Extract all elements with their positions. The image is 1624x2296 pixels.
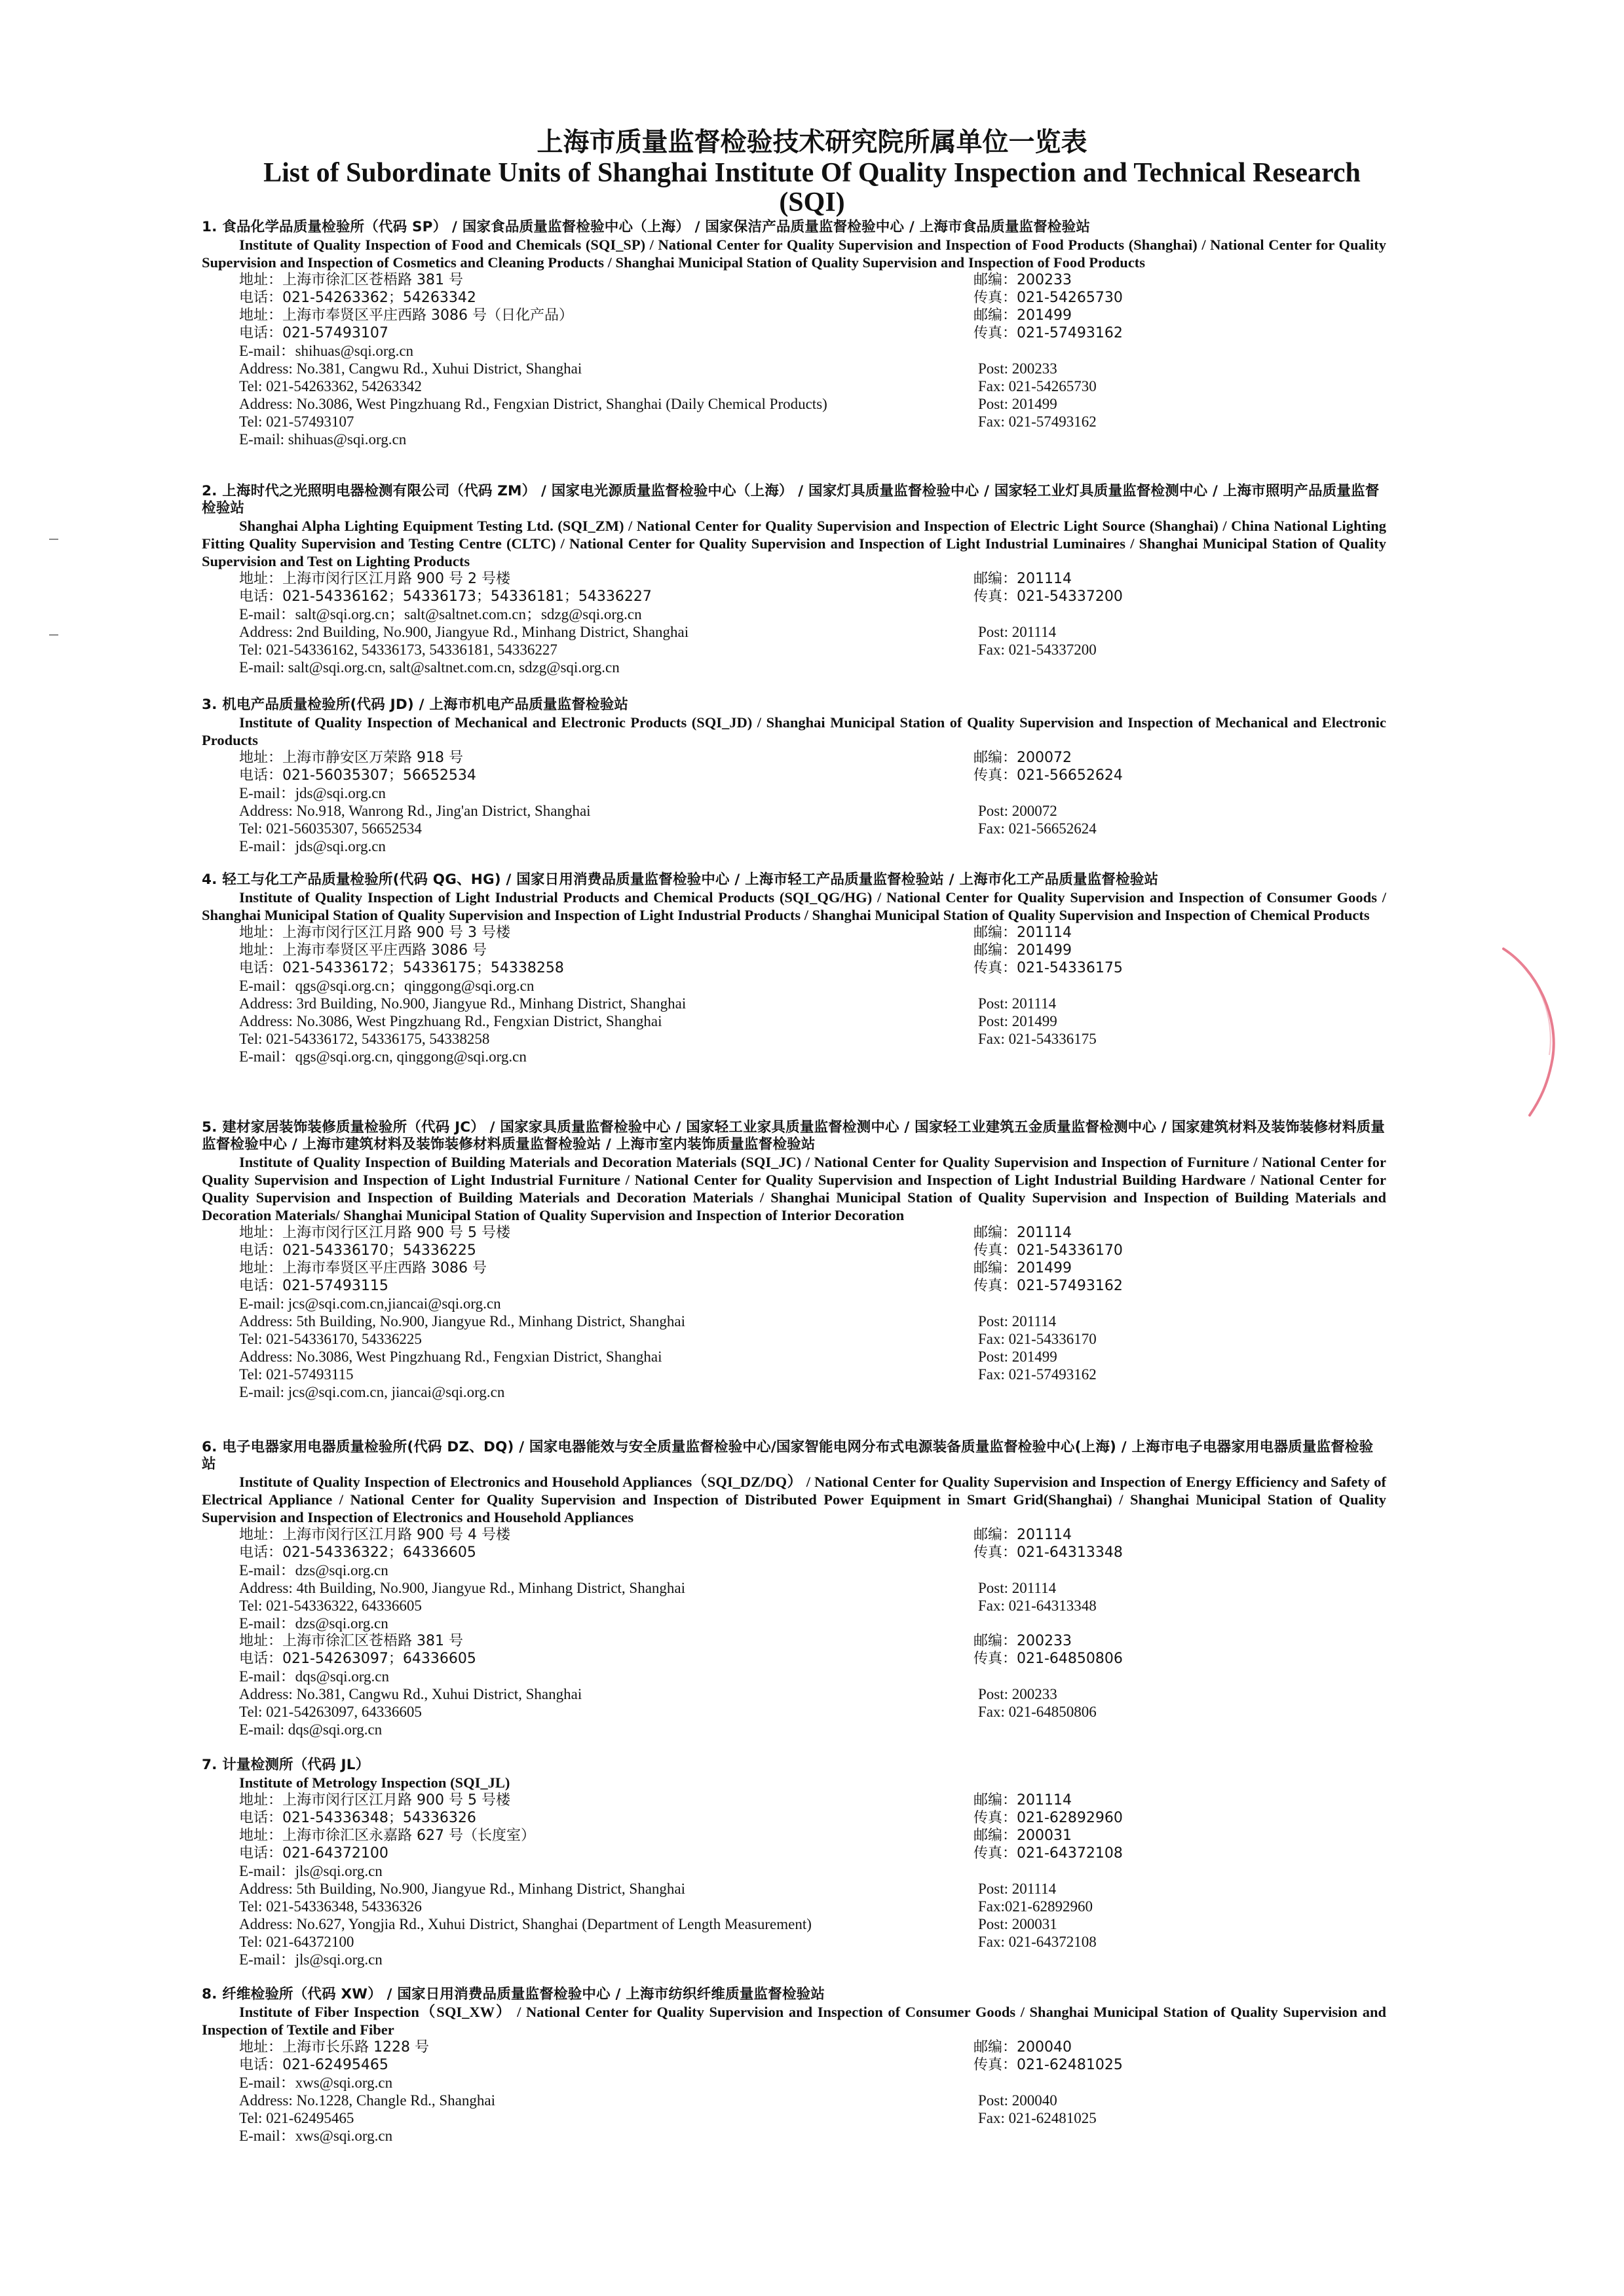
contact-row: E-mail：dqs@sqi.org.cn [239, 1668, 390, 1685]
contact-row: Address: No.3086, West Pingzhuang Rd., Fengxian District, Shanghai (Daily Chemical Products) Post: 201499 [239, 396, 1057, 412]
contact-row: Address: No.1228, Changle Rd., Shanghai Post: 200040 [239, 2092, 1057, 2109]
contact-row: 地址：上海市静安区万荣路 918 号 邮编：200072 [239, 750, 1072, 766]
contact-row: 地址：上海市闵行区江月路 900 号 5 号楼 邮编：201114 [239, 1225, 1072, 1241]
contact-row: E-mail：shihuas@sqi.org.cn [239, 343, 414, 359]
contact-row: 地址：上海市奉贤区平庄西路 3086 号（日化产品） 邮编：201499 [239, 307, 1072, 324]
unit-heading-en: Institute of Fiber Inspection（SQI_XW） / National Center for Quality Supervision and Inspection of Consumer Goods / Shanghai Municipal Station of Quality Supervision and Inspection of Textile and Fiber [202, 2004, 1386, 2038]
unit-heading-en: Institute of Quality Inspection of Mechanical and Electronic Products (SQI_JD) / Shanghai Municipal Station of Quality Supervision and Inspection of Mechanical and Electronic Products [202, 714, 1386, 748]
contact-row: 地址：上海市徐汇区苍梧路 381 号 邮编：200233 [239, 272, 1072, 288]
contact-row: E-mail：jds@sqi.org.cn [239, 785, 386, 801]
unit-heading-en: Institute of Quality Inspection of Electronics and Household Appliances（SQI_DZ/DQ） / National Center for Quality Supervision and Inspection of Energy Efficiency and Safety of Electrical Appliance / National Center for Quality Supervision and Inspection of Distributed Power Equipment in Smart Grid(Shanghai) / Shanghai Municipal Station of Quality Supervision and Inspection of Electronics and Household Appliances [202, 1474, 1386, 1525]
contact-row: 地址：上海市闵行区江月路 900 号 5 号楼 邮编：201114 [239, 1792, 1072, 1808]
unit-contact-rows [202, 924, 1386, 1065]
contact-row: 电话：021-54336322；64336605 传真：021-64313348 [239, 1544, 1123, 1561]
unit-heading-zh: 3. 机电产品质量检验所(代码 JD) / 上海市机电产品质量监督检验站 [202, 697, 629, 713]
contact-row: E-mail: dqs@sqi.org.cn [239, 1721, 383, 1738]
contact-row: Address: 4th Building, No.900, Jiangyue Rd., Minhang District, Shanghai Post: 201114 [239, 1580, 1057, 1596]
contact-row: E-mail：xws@sqi.org.cn [239, 2128, 393, 2144]
contact-row: Tel: 021-54263362, 54263342 Fax: 021-54265730 [239, 378, 1097, 394]
contact-row: 电话：021-54336170；54336225 传真：021-54336170 [239, 1242, 1123, 1259]
contact-row: E-mail：dzs@sqi.org.cn [239, 1615, 388, 1632]
contact-row: E-mail：dzs@sqi.org.cn [239, 1562, 388, 1578]
contact-row: 地址：上海市徐汇区永嘉路 627 号（长度室） 邮编：200031 [239, 1827, 1072, 1844]
unit-heading-zh: 2. 上海时代之光照明电器检测有限公司（代码 ZM） / 国家电光源质量监督检验中心（上海） / 国家灯具质量监督检验中心 / 国家轻工业灯具质量监督检测中心 / 上海市照明产品质量监督检验站 [202, 483, 1380, 516]
contact-row: 电话：021-56035307；56652534 传真：021-56652624 [239, 767, 1123, 784]
contact-row: Address: No.627, Yongjia Rd., Xuhui District, Shanghai (Department of Length Measurement) Post: 200031 [239, 1916, 1057, 1932]
unit-heading-en: Shanghai Alpha Lighting Equipment Testing Ltd. (SQI_ZM) / National Center for Quality Supervision and Inspection of Electric Light Source (Shanghai) / China National Lighting Fitting Quality Supervision and Testing Centre (CLTC) / National Center for Quality Supervision and Inspection of Light Industrial Luminaires / Shanghai Municipal Station of Quality Supervision and Test on Lighting Products [202, 518, 1386, 569]
contact-row: 电话：021-54263362；54263342 传真：021-54265730 [239, 290, 1123, 306]
contact-row: E-mail: shihuas@sqi.org.cn [239, 431, 407, 448]
unit-heading-zh: 5. 建材家居装饰装修质量检验所（代码 JC） / 国家家具质量监督检验中心 / 国家轻工业家具质量监督检测中心 / 国家轻工业建筑五金质量监督检测中心 / 国家建筑材料及装饰装修材料质量监督检验中心 / 上海市建筑材料及装饰装修材料质量监督检验站 / 上海市室内装饰质量监督检验站 [202, 1119, 1385, 1153]
contact-row: E-mail：xws@sqi.org.cn [239, 2075, 393, 2091]
unit-heading-en: Institute of Quality Inspection of Building Materials and Decoration Materials (SQI_JC) / National Center for Quality Supervision and Inspection of Furniture / National Center for Quality Supervision and Inspection of Light Industrial Furniture / National Center for Quality Supervision and Inspection of Light Industrial Building Hardware / National Center for Quality Supervision and Inspection of Building Materials and Decoration Materials / Shanghai Municipal Station of Quality Supervision and Inspection of Building Materials and Decoration Materials/ Shanghai Municipal Station of Quality Supervision and Inspection of Interior Decoration [202, 1154, 1386, 1223]
contact-row: Tel: 021-54336172, 54336175, 54338258 Fax: 021-54336175 [239, 1031, 1097, 1047]
contact-row: E-mail: jcs@sqi.com.cn,jiancai@sqi.org.cn [239, 1295, 501, 1312]
unit-heading-en: Institute of Metrology Inspection (SQI_JL) [239, 1774, 510, 1791]
unit-section-5 [202, 1119, 1386, 1401]
unit-heading-en: Institute of Quality Inspection of Food and Chemicals (SQI_SP) / National Center for Quality Supervision and Inspection of Food Products (Shanghai) / National Center for Quality Supervision and Inspection of Cosmetics and Cleaning Products / Shanghai Municipal Station of Quality Supervision and Inspection of Food Products [202, 237, 1386, 271]
contact-row: 地址：上海市奉贤区平庄西路 3086 号 邮编：201499 [239, 942, 1072, 959]
contact-row: 电话：021-57493107 传真：021-57493162 [239, 325, 1123, 341]
contact-row: Address: No.918, Wanrong Rd., Jing'an District, Shanghai Post: 200072 [239, 803, 1057, 819]
contact-row: Address: No.3086, West Pingzhuang Rd., Fengxian District, Shanghai Post: 201499 [239, 1349, 1057, 1365]
contact-row: Address: 5th Building, No.900, Jiangyue Rd., Minhang District, Shanghai Post: 201114 [239, 1881, 1057, 1897]
unit-contact-rows [202, 749, 1386, 855]
unit-heading-zh: 4. 轻工与化工产品质量检验所(代码 QG、HG) / 国家日用消费品质量监督检验中心 / 上海市轻工产品质量监督检验站 / 上海市化工产品质量监督检验站 [202, 871, 1159, 888]
page-title-english-line2: (SQI) [779, 187, 845, 218]
contact-row: Address: 2nd Building, No.900, Jiangyue Rd., Minhang District, Shanghai Post: 201114 [239, 624, 1057, 640]
unit-heading-zh: 1. 食品化学品质量检验所（代码 SP） / 国家食品质量监督检验中心（上海） / 国家保洁产品质量监督检验中心 / 上海市食品质量监督检验站 [202, 219, 1091, 235]
unit-heading-zh: 8. 纤维检验所（代码 XW） / 国家日用消费品质量监督检验中心 / 上海市纺织纤维质量监督检验站 [202, 1986, 825, 2002]
contact-row: Address: 5th Building, No.900, Jiangyue Rd., Minhang District, Shanghai Post: 201114 [239, 1313, 1057, 1330]
unit-contact-rows [202, 1526, 1386, 1738]
contact-row: Address: No.3086, West Pingzhuang Rd., Fengxian District, Shanghai Post: 201499 [239, 1013, 1057, 1029]
contact-row: 地址：上海市长乐路 1228 号 邮编：200040 [239, 2039, 1072, 2056]
contact-row: 地址：上海市闵行区江月路 900 号 2 号楼 邮编：201114 [239, 571, 1072, 587]
unit-section-3 [202, 697, 1386, 855]
unit-heading-zh: 7. 计量检测所（代码 JL） [202, 1757, 370, 1773]
contact-row: Tel: 021-57493107 Fax: 021-57493162 [239, 413, 1097, 430]
page-title-english: List of Subordinate Units of Shanghai Institute Of Quality Inspection and Technical Research [263, 158, 1361, 188]
contact-row: E-mail：jds@sqi.org.cn [239, 838, 386, 854]
contact-row: 地址：上海市徐汇区苍梧路 381 号 邮编：200233 [239, 1633, 1072, 1649]
unit-contact-rows [202, 1791, 1386, 1968]
contact-row: Tel: 021-57493115 Fax: 021-57493162 [239, 1366, 1097, 1383]
contact-row: E-mail：jls@sqi.org.cn [239, 1951, 383, 1968]
contact-row: E-mail：qgs@sqi.org.cn；qinggong@sqi.org.cn [239, 978, 535, 994]
contact-row: Tel: 021-56035307, 56652534 Fax: 021-56652624 [239, 820, 1097, 837]
contact-row: 电话：021-62495465 传真：021-62481025 [239, 2057, 1123, 2073]
unit-contact-rows [202, 2038, 1386, 2145]
contact-row: 地址：上海市闵行区江月路 900 号 4 号楼 邮编：201114 [239, 1527, 1072, 1543]
contact-row: Tel: 021-62495465 Fax: 021-62481025 [239, 2110, 1097, 2126]
unit-section-8 [202, 1986, 1386, 2145]
contact-row: Address: No.381, Cangwu Rd., Xuhui District, Shanghai Post: 200233 [239, 360, 1057, 377]
contact-row: 电话：021-57493115 传真：021-57493162 [239, 1278, 1123, 1294]
contact-row: E-mail：jls@sqi.org.cn [239, 1863, 383, 1879]
contact-row: 地址：上海市闵行区江月路 900 号 3 号楼 邮编：201114 [239, 925, 1072, 941]
contact-row: 电话：021-54336348；54336326 传真：021-62892960 [239, 1810, 1123, 1826]
unit-section-1 [202, 219, 1386, 448]
contact-row: 电话：021-54336162；54336173；54336181；54336227 传真：021-54337200 [239, 588, 1123, 605]
contact-row: E-mail: jcs@sqi.com.cn, jiancai@sqi.org.cn [239, 1384, 505, 1400]
contact-row: 电话：021-54263097；64336605 传真：021-64850806 [239, 1651, 1123, 1667]
contact-row: Address: No.381, Cangwu Rd., Xuhui District, Shanghai Post: 200233 [239, 1686, 1057, 1702]
unit-section-7 [202, 1757, 1386, 1968]
contact-row: Tel: 021-54263097, 64336605 Fax: 021-64850806 [239, 1704, 1097, 1720]
contact-row: Tel: 021-64372100 Fax: 021-64372108 [239, 1934, 1097, 1950]
unit-contact-rows [202, 570, 1386, 676]
contact-row: 地址：上海市奉贤区平庄西路 3086 号 邮编：201499 [239, 1260, 1072, 1276]
unit-heading-zh: 6. 电子电器家用电器质量检验所(代码 DZ、DQ) / 国家电器能效与安全质量监督检验中心/国家智能电网分布式电源装备质量监督检验中心(上海) / 上海市电子电器家用电器质量监督检验站 [202, 1439, 1374, 1472]
scan-mark [49, 634, 58, 636]
contact-row: 电话：021-54336172；54336175；54338258 传真：021-54336175 [239, 960, 1123, 976]
unit-section-6 [202, 1439, 1386, 1738]
contact-row: Address: 3rd Building, No.900, Jiangyue Rd., Minhang District, Shanghai Post: 201114 [239, 995, 1057, 1012]
unit-contact-rows [202, 1224, 1386, 1401]
contact-row: E-mail: salt@sqi.org.cn, salt@saltnet.com.cn, sdzg@sqi.org.cn [239, 659, 620, 676]
scan-mark [49, 539, 58, 540]
contact-row: Tel: 021-54336162, 54336173, 54336181, 54336227 Fax: 021-54337200 [239, 641, 1097, 658]
contact-row: E-mail：salt@sqi.org.cn；salt@saltnet.com.cn；sdzg@sqi.org.cn [239, 606, 642, 622]
contact-row: E-mail：qgs@sqi.org.cn, qinggong@sqi.org.cn [239, 1048, 527, 1065]
unit-contact-rows [202, 271, 1386, 448]
unit-heading-en: Institute of Quality Inspection of Light Industrial Products and Chemical Products (SQI_QG/HG) / National Center for Quality Supervision and Inspection of Consumer Goods / Shanghai Municipal Station of Quality Supervision and Inspection of Light Industrial Products / Shanghai Municipal Station of Quality Supervision and Inspection of Chemical Products [202, 889, 1386, 923]
unit-section-4 [202, 871, 1386, 1065]
unit-section-2 [202, 483, 1386, 676]
contact-row: Tel: 021-54336348, 54336326 Fax:021-62892960 [239, 1898, 1093, 1915]
contact-row: Tel: 021-54336170, 54336225 Fax: 021-54336170 [239, 1331, 1097, 1347]
red-seal-fragment [1490, 944, 1569, 1120]
contact-row: Tel: 021-54336322, 64336605 Fax: 021-64313348 [239, 1598, 1097, 1614]
page-title-chinese: 上海市质量监督检验技术研究院所属单位一览表 [537, 127, 1087, 157]
contact-row: 电话：021-64372100 传真：021-64372108 [239, 1845, 1123, 1862]
